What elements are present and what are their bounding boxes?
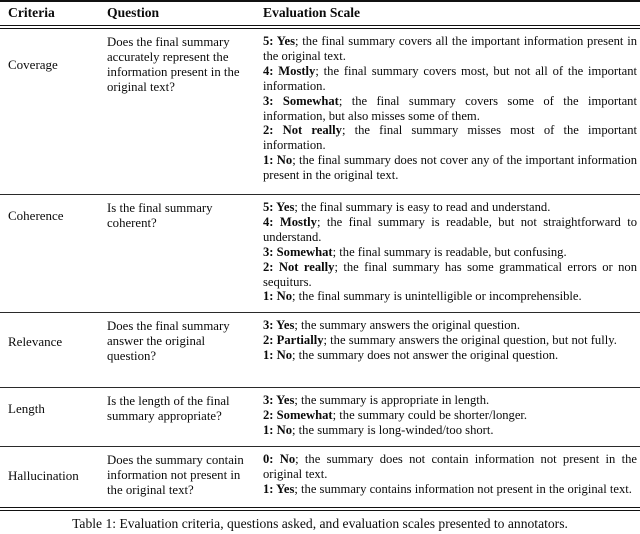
scale-item [263, 94, 637, 124]
scale-item [263, 245, 637, 260]
scale-item [263, 153, 637, 183]
scale-item [263, 333, 637, 348]
question-cell: Does the final summary accurately represent the information present in the original text? [107, 35, 240, 94]
header-criteria: Criteria [8, 5, 55, 20]
scale-item [263, 123, 637, 153]
scale-item-text: ; the summary does not answer the original question. [292, 347, 559, 362]
scale-item-label: 4: Mostly [263, 214, 317, 229]
scale-item-text: ; the summary does not contain information not present in the original text. [263, 452, 637, 481]
row-left-group [0, 313, 263, 364]
scale-item [263, 452, 637, 482]
criteria-cell: Coverage [8, 57, 58, 72]
scale-item [263, 318, 637, 333]
scale-item-label: 1: No [263, 153, 293, 168]
scale-item-label: 4: Mostly [263, 63, 316, 78]
scale-item-label: 2: Not really [263, 259, 335, 274]
scale-item-label: 5: Yes [263, 200, 295, 214]
table-row-coherence [0, 195, 640, 312]
row-left-group [0, 29, 263, 95]
table-row-coverage [0, 29, 640, 194]
scale-cell [263, 447, 640, 502]
scale-item [263, 34, 637, 64]
scale-item-text: ; the summary is long-winded/too short. [292, 422, 494, 437]
scale-item [263, 215, 637, 245]
scale-item-label: 2: Somewhat [263, 407, 333, 422]
question-cell: Does the final summary answer the original question? [107, 319, 230, 363]
criteria-cell: Relevance [8, 333, 63, 349]
row-left-group [0, 195, 263, 231]
scale-item-text: ; the final summary is readable, but not straightforward to understand. [263, 214, 637, 244]
scale-item [263, 482, 637, 497]
scale-item-label: 3: Somewhat [263, 93, 339, 108]
scale-item-text: ; the final summary is easy to read and understand. [294, 200, 551, 214]
scale-item-label: 2: Not really [263, 123, 342, 138]
scale-item-label: 2: Partially [263, 332, 324, 347]
scale-item-text: ; the final summary has some grammatical errors or non sequiturs. [263, 259, 637, 289]
scale-item [263, 423, 637, 438]
scale-item-label: 1: Yes [263, 481, 295, 496]
scale-item-label: 1: No [263, 289, 293, 304]
header-evaluation-scale: Evaluation Scale [263, 5, 361, 20]
question-cell: Does the summary contain information not present in the original text? [107, 453, 244, 497]
table-row-hallucination [0, 447, 640, 507]
table-row-relevance [0, 313, 640, 387]
criteria-cell: Coherence [8, 208, 64, 223]
scale-item-label: 5: Yes [263, 34, 295, 48]
scale-item-text: ; the final summary covers most, but not all of the important information. [263, 63, 637, 93]
scale-cell [263, 313, 640, 368]
scale-item [263, 348, 637, 363]
scale-item-text: ; the final summary misses most of the important information. [263, 123, 637, 153]
scale-item-label: 0: No [263, 452, 296, 466]
scale-item-text: ; the final summary covers some of the important information, but also misses some of them. [263, 93, 637, 123]
scale-item-text: ; the summary could be shorter/longer. [332, 407, 528, 422]
scale-item [263, 393, 637, 408]
scale-item-label: 3: Yes [263, 393, 295, 407]
scale-item-label: 1: No [263, 347, 293, 362]
scale-item [263, 64, 637, 94]
criteria-cell: Length [8, 401, 45, 416]
scale-item-text: ; the final summary is unintelligible or incomprehensible. [292, 289, 582, 304]
scale-item-text: ; the final summary is readable, but confusing. [332, 244, 567, 259]
scale-item [263, 289, 637, 304]
question-cell: Is the final summary coherent? [107, 201, 213, 230]
scale-cell [263, 388, 640, 443]
table-header-row [0, 2, 640, 25]
scale-item-text: ; the summary is appropriate in length. [294, 393, 490, 407]
scale-item-text: ; the final summary covers all the important information present in the original text. [263, 34, 637, 63]
table-row-length [0, 388, 640, 446]
header-question: Question [107, 5, 160, 20]
row-left-group [0, 447, 263, 498]
table-bottom-rule [0, 507, 640, 511]
scale-item-label: 3: Yes [263, 318, 295, 332]
scale-item-text: ; the final summary does not cover any of the important information present in the original text. [263, 153, 637, 183]
row-left-group [0, 388, 263, 424]
table-caption: Table 1: Evaluation criteria, questions asked, and evaluation scales presented to annotators. [72, 516, 568, 531]
criteria-cell: Hallucination [8, 467, 79, 483]
scale-item [263, 408, 637, 423]
scale-item-text: ; the summary answers the original question, but not fully. [323, 332, 617, 347]
scale-item-label: 1: No [263, 422, 293, 437]
scale-item-label: 3: Somewhat [263, 244, 333, 259]
scale-item-text: ; the summary answers the original question. [294, 318, 520, 332]
scale-item [263, 200, 637, 215]
scale-item-text: ; the summary contains information not present in the original text. [294, 481, 632, 496]
scale-cell [263, 29, 640, 188]
scale-item [263, 260, 637, 290]
scale-cell [263, 195, 640, 309]
question-cell: Is the length of the final summary appropriate? [107, 394, 230, 423]
